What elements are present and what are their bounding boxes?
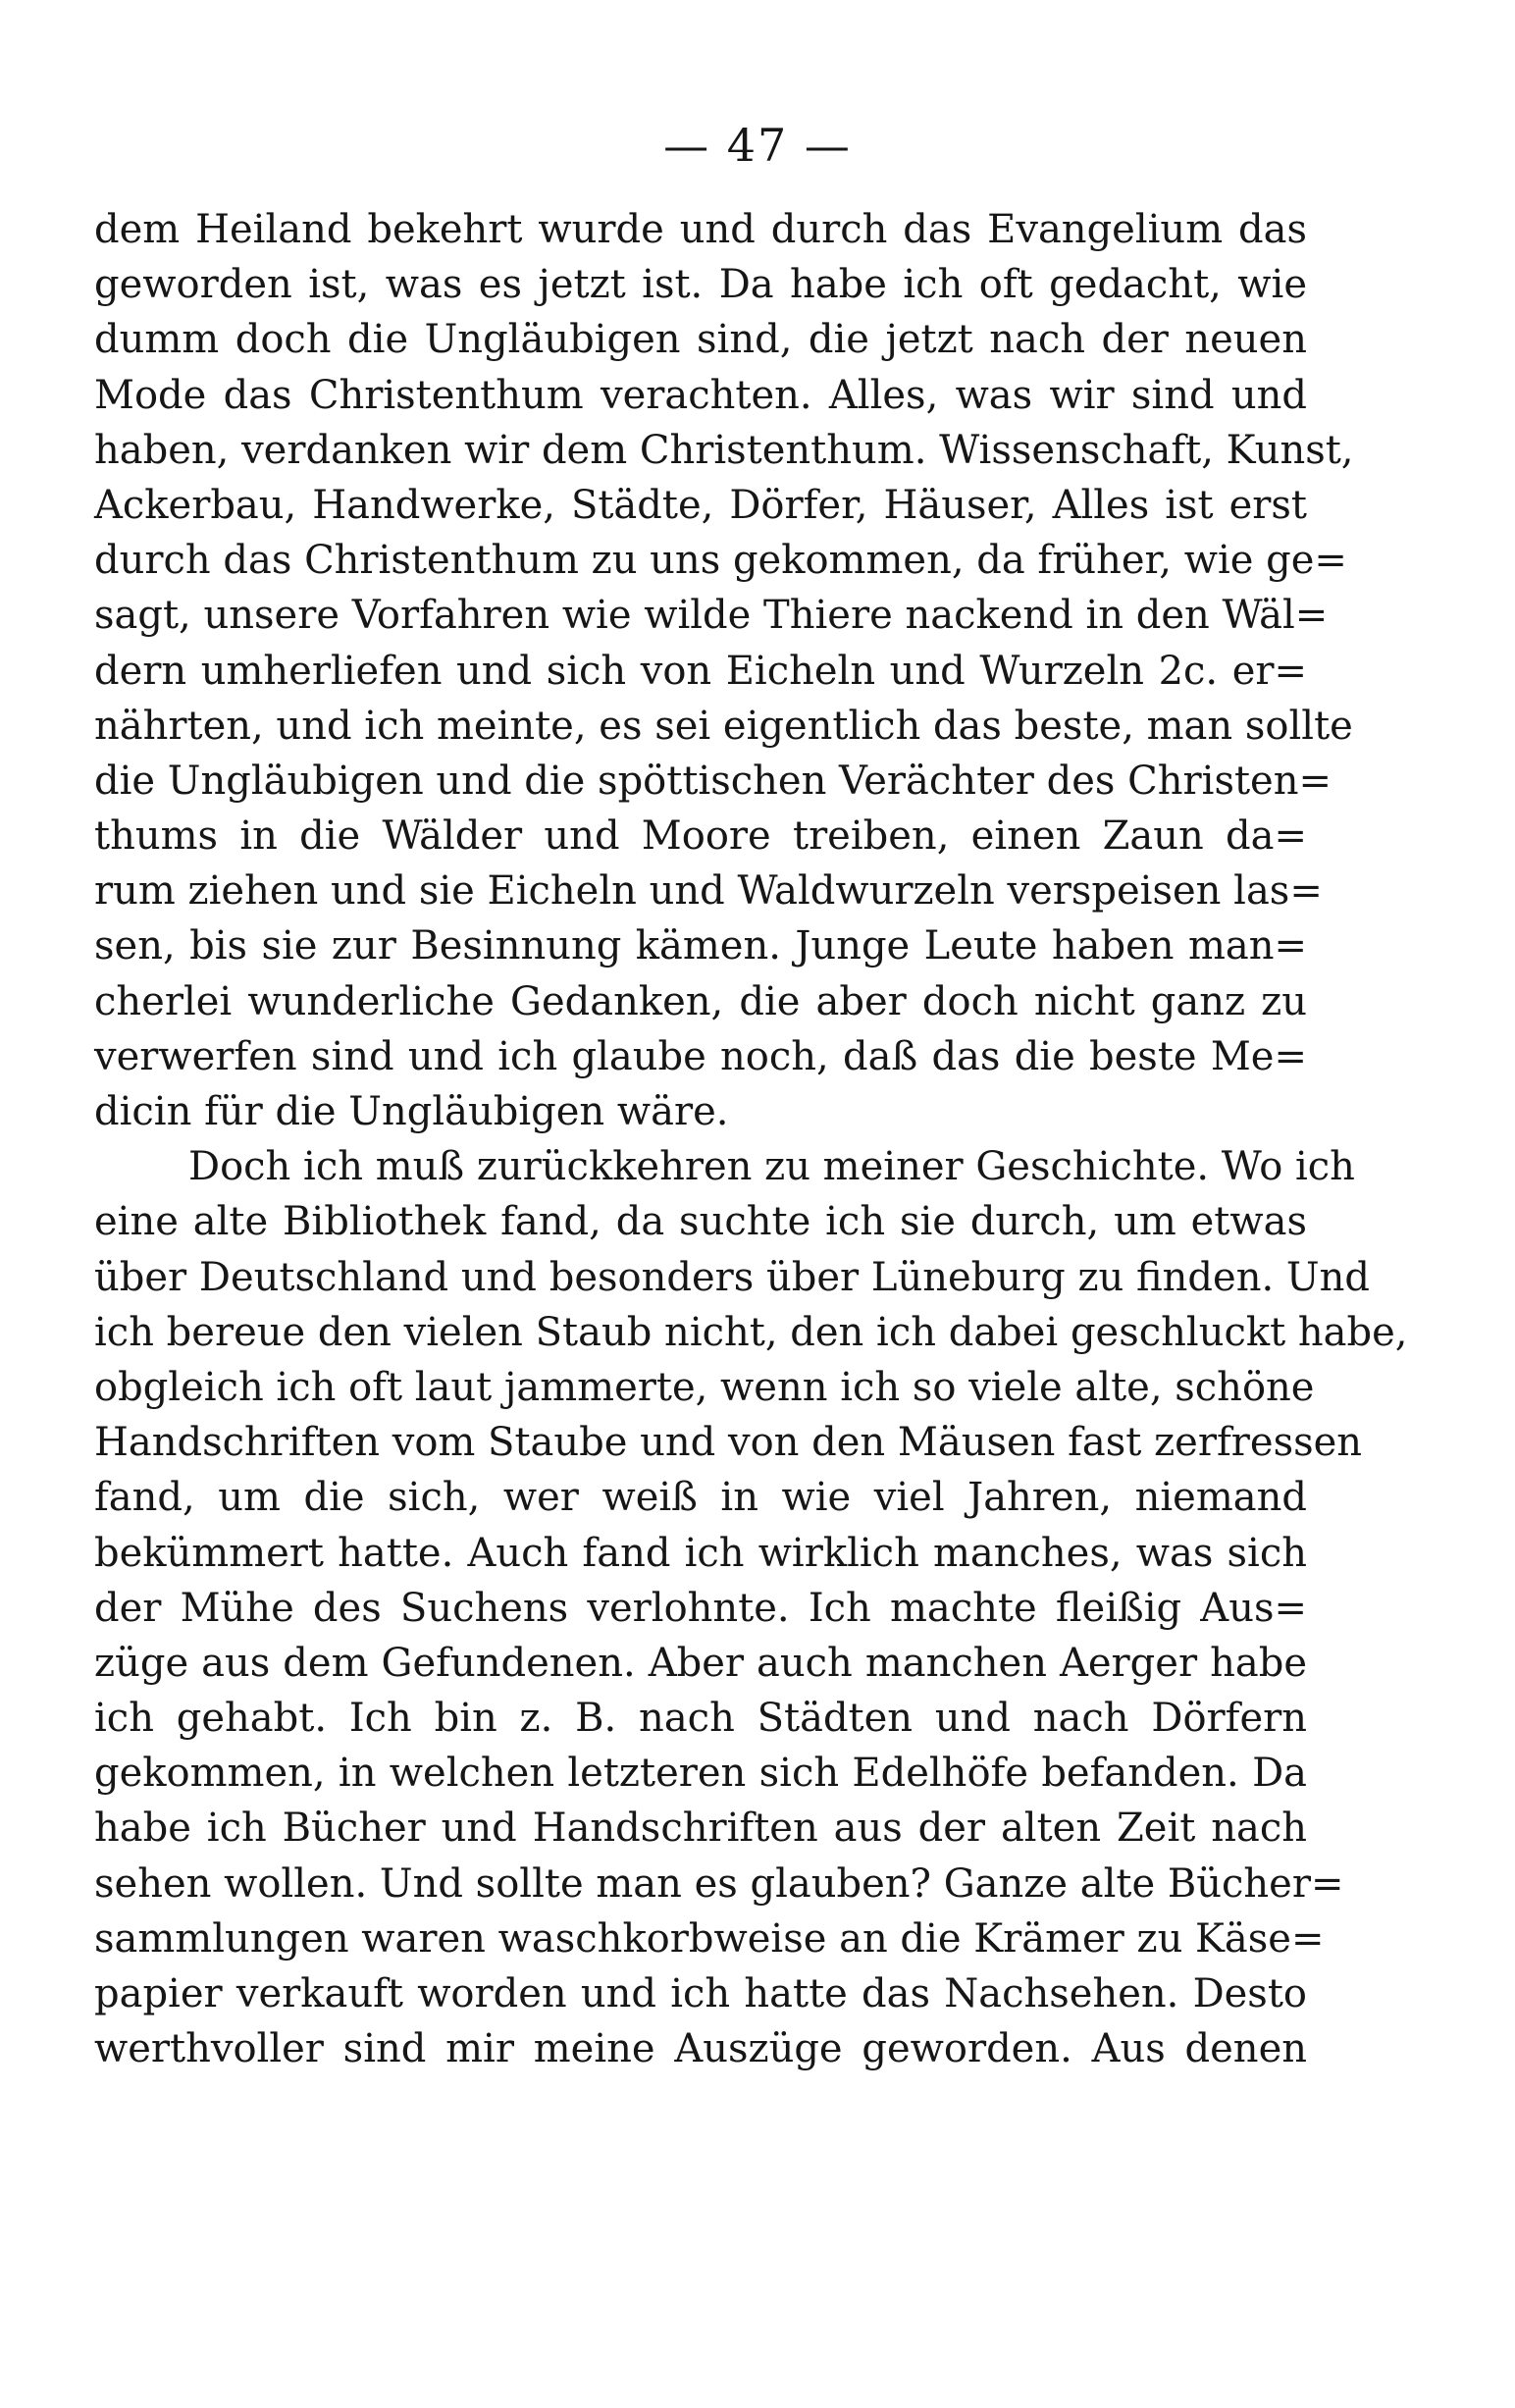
text-line: sagt, unsere Vorfahren wie wilde Thiere nackend in den Wäl= — [94, 593, 1329, 639]
text-line: durch das Christenthum zu uns gekommen, da früher, wie ge= — [94, 538, 1347, 584]
text-line: züge aus dem Gefundenen. Aber auch manchen Aerger habe — [94, 1640, 1307, 1686]
text-line: werthvoller sind mir meine Auszüge geworden. Aus denen — [94, 2026, 1307, 2072]
text-line: habe ich Bücher und Handschriften aus der alten Zeit nach — [94, 1806, 1307, 1852]
text-line: Handschriften vom Staube und von den Mäusen fast zerfressen — [94, 1420, 1363, 1466]
text-line: dumm doch die Ungläubigen sind, die jetzt nach der neuen — [94, 317, 1307, 363]
text-line: cherlei wunderliche Gedanken, die aber doch nicht ganz zu — [94, 978, 1307, 1024]
text-line: obgleich ich oft laut jammerte, wenn ich so viele alte, schöne — [94, 1364, 1315, 1410]
text-line: nährten, und ich meinte, es sei eigentlich das beste, man sollte — [94, 703, 1353, 749]
text-line: geworden ist, was es jetzt ist. Da habe ich oft gedacht, wie — [94, 262, 1307, 308]
text-line: eine alte Bibliothek fand, da suchte ich sie durch, um etwas — [94, 1199, 1307, 1245]
body-text — [94, 202, 1408, 2076]
text-line: Ackerbau, Handwerke, Städte, Dörfer, Häuser, Alles ist erst — [94, 482, 1307, 528]
text-line: ich bereue den vielen Staub nicht, den ich dabei geschluckt habe, — [94, 1309, 1408, 1355]
text-line: rum ziehen und sie Eicheln und Waldwurzeln verspeisen las= — [94, 868, 1323, 915]
text-line: dem Heiland bekehrt wurde und durch das Evangelium das — [94, 207, 1307, 252]
paragraph-2 — [94, 1139, 1408, 2076]
text-line: die Ungläubigen und die spöttischen Verächter des Christen= — [94, 758, 1332, 804]
text-line: gekommen, in welchen letzteren sich Edelhöfe befanden. Da — [94, 1751, 1307, 1797]
text-line: fand, um die sich, wer weiß in wie viel Jahren, niemand — [94, 1475, 1307, 1521]
text-line: dern umherliefen und sich von Eicheln und Wurzeln 2c. er= — [94, 648, 1307, 694]
text-line: bekümmert hatte. Auch fand ich wirklich manches, was sich — [94, 1530, 1307, 1576]
text-line: ich gehabt. Ich bin z. B. nach Städten und nach Dörfern — [94, 1696, 1307, 1742]
text-line: sammlungen waren waschkorbweise an die Krämer zu Käse= — [94, 1915, 1325, 1962]
text-line: sehen wollen. Und sollte man es glauben? Ganze alte Bücher= — [94, 1860, 1344, 1907]
text-line: verwerfen sind und ich glaube noch, daß das die beste Me= — [94, 1033, 1307, 1079]
text-line: papier verkauft worden und ich hatte das Nachsehen. Desto — [94, 1971, 1307, 2016]
text-line: sen, bis sie zur Besinnung kämen. Junge Leute haben man= — [94, 923, 1307, 969]
text-line: der Mühe des Suchens verlohnte. Ich machte fleißig Aus= — [94, 1585, 1307, 1631]
page-number: — 47 — — [663, 119, 852, 172]
text-line: dicin für die Ungläubigen wäre. — [94, 1089, 729, 1134]
text-line: thums in die Wälder und Moore treiben, einen Zaun da= — [94, 813, 1307, 860]
text-line: über Deutschland und besonders über Lüneburg zu finden. Und — [94, 1254, 1370, 1300]
text-line: Mode das Christenthum verachten. Alles, was wir sind und — [94, 372, 1307, 418]
text-line: haben, verdanken wir dem Christenthum. Wissenschaft, Kunst, — [94, 427, 1354, 473]
text-line: Doch ich muß zurückkehren zu meiner Geschichte. Wo ich — [188, 1144, 1355, 1190]
paragraph-1 — [94, 202, 1354, 1139]
